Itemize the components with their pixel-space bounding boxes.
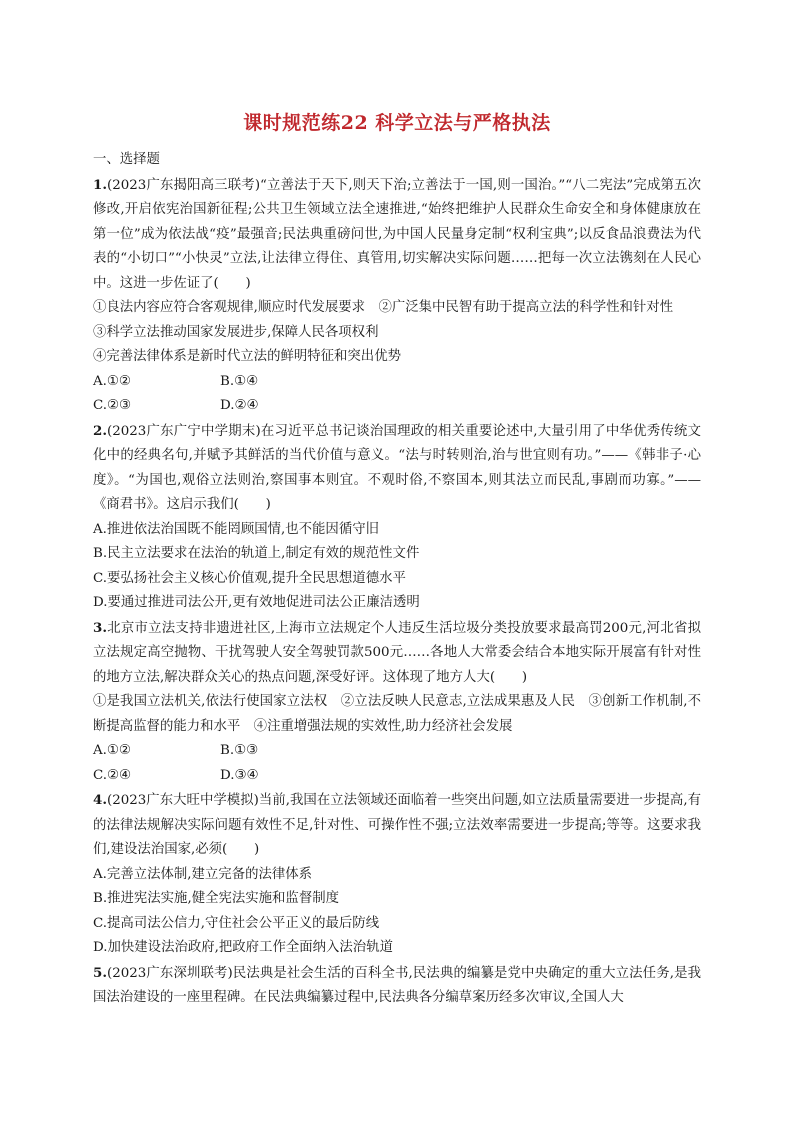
question-stem: (2023广东深圳联考)民法典是社会生活的百科全书,民法典的编纂是党中央确定的重大立法任务,是我国法治建设的一座里程碑。在民法典编纂过程中,民法典各分编草案历经多次审议,全国人大	[93, 965, 701, 1005]
question-2	[93, 419, 701, 616]
choice-d: D.②④	[220, 398, 259, 413]
choice-b: B.①④	[220, 373, 259, 389]
choice-row	[93, 370, 701, 395]
question-number: 2.	[93, 422, 107, 439]
choice-c: C.②③	[93, 398, 132, 413]
choice-b: B.①③	[220, 743, 259, 758]
question-number: 5.	[93, 964, 107, 981]
question-4	[93, 788, 701, 961]
option-d: D.加快建设法治政府,把政府工作全面纳入法治轨道	[93, 940, 393, 955]
option-b: B.推进宪法实施,健全宪法实施和监督制度	[93, 891, 339, 906]
choice-row	[93, 394, 701, 419]
option-c: C.提高司法公信力,守住社会公平正义的最后防线	[93, 915, 380, 931]
question-number: 1.	[93, 176, 107, 193]
page-title: 课时规范练22 科学立法与严格执法	[243, 112, 551, 134]
option-a: A.完善立法体制,建立完备的法律体系	[93, 866, 313, 882]
question-stem: (2023广东大旺中学模拟)当前,我国在立法领域还面临着一些突出问题,如立法质量需要进一步提高,有的法律法规解决实际问题有效性不足,针对性、可操作性不强;立法效率需要进一步提高;等等。这要求我们,建设法治国家,必须( )	[93, 793, 701, 857]
section-heading: 一、选择题	[93, 152, 160, 167]
choice-a: A.①②	[93, 373, 131, 389]
option-b: B.民主立法要求在法治的轨道上,制定有效的规范性文件	[93, 546, 420, 561]
question-5	[93, 961, 701, 1011]
choice-a: A.①②	[93, 743, 131, 758]
option-d: D.要通过推进司法公开,更有效地促进司法公正廉洁透明	[93, 595, 420, 610]
statement: ④完善法律体系是新时代立法的鲜明特征和突出优势	[93, 349, 401, 364]
choice-d: D.③④	[220, 767, 259, 783]
choice-row	[93, 764, 701, 789]
option-c: C.要弘扬社会主义核心价值观,提升全民思想道德水平	[93, 570, 406, 586]
question-stem: 北京市立法支持非遗进社区,上海市立法规定个人违反生活垃圾分类投放要求最高罚200元,河北省拟立法规定高空抛物、干扰驾驶人安全驾驶罚款500元……各地人大常委会结合本地实际开展富有针对性的地方立法,解决群众关心的热点问题,深受好评。这体现了地方人大( )	[93, 620, 701, 685]
choice-c: C.②④	[93, 767, 132, 783]
question-number: 4.	[93, 792, 107, 808]
statement: ①是我国立法机关,依法行使国家立法权 ②立法反映人民意志,立法成果惠及人民 ③创新工作机制,不断提高监督的能力和水平 ④注重增强法规的实效性,助力经济社会发展	[93, 694, 701, 734]
question-3	[93, 616, 701, 789]
statement: ③科学立法推动国家发展进步,保障人民各项权利	[93, 324, 379, 340]
question-stem: (2023广东广宁中学期末)在习近平总书记谈治国理政的相关重要论述中,大量引用了中华优秀传统文化中的经典名句,并赋予其鲜活的当代价值与意义。“法与时转则治,治与世宜则有功。”——《韩非子·心度》。“为国也,观俗立法则治,察国事本则宜。不观时俗,不察国本,则其法立而民乱,事剧而功寡。”——《商君书》。这启示我们( )	[93, 423, 701, 512]
question-stem: (2023广东揭阳高三联考)“立善法于天下,则天下治;立善法于一国,则一国治。”“八二宪法”完成第五次修改,开启依宪治国新征程;公共卫生领域立法全速推进,“始终把维护人民群众生命安全和身体健康放在第一位”成为依法战“疫”最强音;民法典重磅问世,为中国人民量身定制“权利宝典”;以反食品浪费法为代表的“小切口”“小快灵”立法,让法律立得住、真管用,切实解决实际问题……把每一次立法镌刻在人民心中。这进一步佐证了( )	[93, 177, 701, 291]
question-1	[93, 173, 701, 419]
question-number: 3.	[93, 619, 107, 636]
statement: ①良法内容应符合客观规律,顺应时代发展要求 ②广泛集中民智有助于提高立法的科学性和针对性	[93, 300, 674, 315]
choice-row	[93, 739, 701, 764]
question-list	[93, 148, 701, 1011]
option-a: A.推进依法治国既不能罔顾国情,也不能因循守旧	[93, 521, 379, 537]
